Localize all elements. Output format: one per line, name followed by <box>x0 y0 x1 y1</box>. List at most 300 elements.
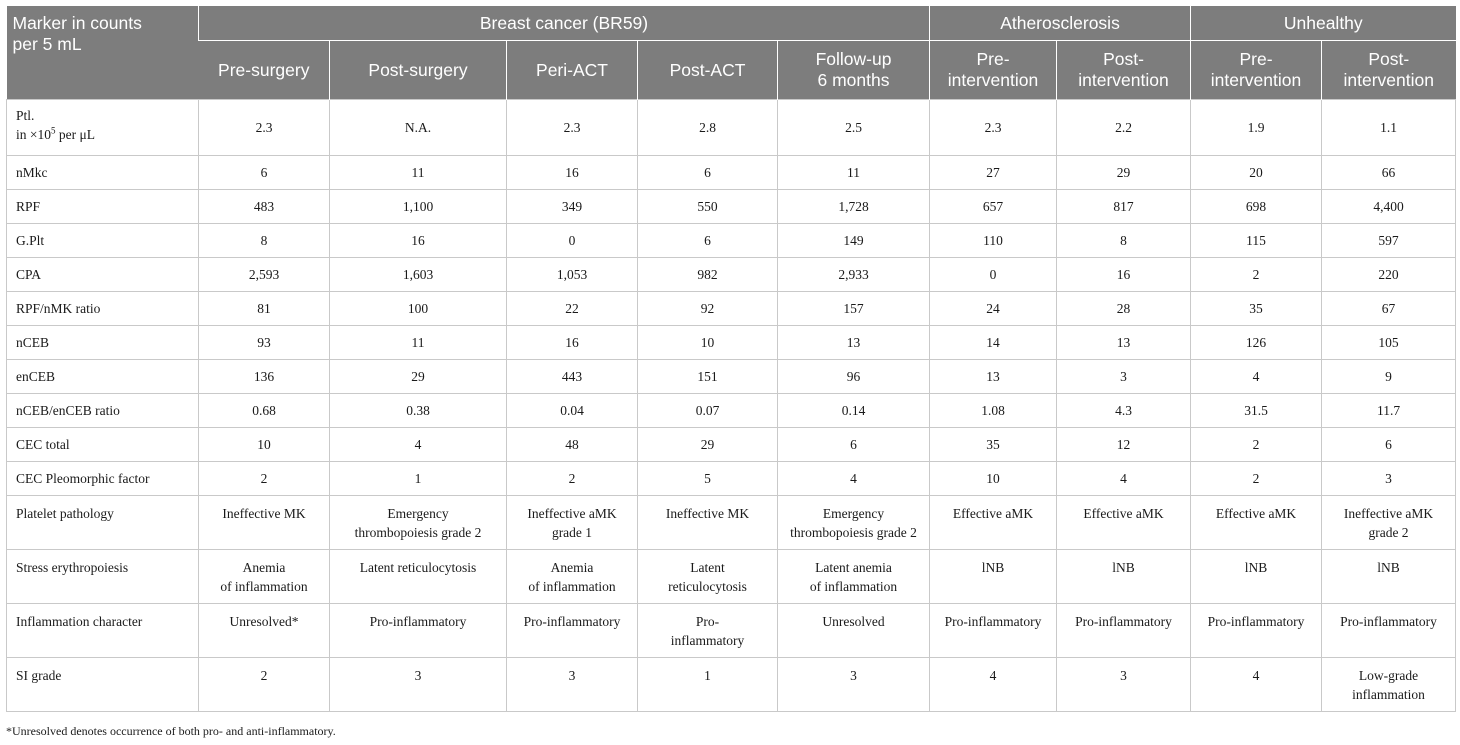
table-cell <box>778 428 930 462</box>
cell-text: 8 <box>260 233 268 248</box>
table-row <box>7 462 1456 496</box>
cell-text: 22 <box>565 301 579 316</box>
table-cell <box>778 604 930 658</box>
row-label-text: G.Plt <box>16 233 45 248</box>
table-cell <box>930 428 1057 462</box>
cell-text: 9 <box>1385 369 1392 384</box>
column-header <box>778 41 930 100</box>
table-cell <box>1191 462 1322 496</box>
cell-text: 16 <box>565 335 579 350</box>
column-header <box>1191 41 1322 100</box>
table-row <box>7 190 1456 224</box>
table-cell <box>330 326 507 360</box>
table-cell <box>638 550 778 604</box>
table-row <box>7 658 1456 712</box>
row-label-text: CEC total <box>16 437 70 452</box>
cell-text: 0.04 <box>560 403 584 418</box>
table-cell <box>199 658 330 712</box>
table-cell <box>1057 258 1191 292</box>
table-cell <box>330 190 507 224</box>
row-label <box>7 550 199 604</box>
table-cell <box>638 658 778 712</box>
table-cell <box>330 496 507 550</box>
table-cell <box>930 462 1057 496</box>
cell-text: 2.3 <box>563 120 581 135</box>
table-cell <box>199 360 330 394</box>
cell-text: 2 <box>1252 437 1260 452</box>
cell-text: 35 <box>986 437 1000 452</box>
table-cell <box>1322 258 1456 292</box>
cell-text: 110 <box>983 233 1003 248</box>
table-cell <box>638 258 778 292</box>
table-cell <box>638 394 778 428</box>
column-header-line: Post- <box>1103 49 1144 69</box>
table-row <box>7 224 1456 258</box>
cell-text: 20 <box>1249 165 1263 180</box>
column-header <box>330 41 507 100</box>
row-label-unit <box>16 125 194 144</box>
cell-text: 24 <box>986 301 1000 316</box>
table-cell <box>330 224 507 258</box>
table-cell <box>1322 658 1456 712</box>
cell-text: 2.8 <box>699 120 716 135</box>
cell-text: 10 <box>257 437 271 452</box>
table-cell <box>930 394 1057 428</box>
cell-text: inflammation <box>1352 687 1425 702</box>
cell-text: of inflammation <box>528 579 616 594</box>
cell-text: 3 <box>568 668 576 683</box>
table-cell <box>638 326 778 360</box>
row-label-text: nCEB <box>16 335 50 350</box>
table-cell <box>507 224 638 258</box>
cell-text: of inflammation <box>809 579 898 594</box>
cell-text: 4 <box>850 471 857 486</box>
table-cell <box>199 428 330 462</box>
cell-text: of inflammation <box>220 579 308 594</box>
column-header-line: Post-surgery <box>368 59 468 80</box>
cell-text: Pro-inflammatory <box>1075 614 1172 629</box>
cell-text: 11 <box>847 165 860 180</box>
cell-text: 2 <box>1252 267 1260 282</box>
table-cell <box>930 258 1057 292</box>
row-label-text: RPF/nMK ratio <box>16 301 101 316</box>
cell-text: 0.68 <box>252 403 276 418</box>
cell-text: Effective aMK <box>1083 506 1164 521</box>
row-label-text: nMkc <box>16 165 48 180</box>
table-row <box>7 604 1456 658</box>
table-cell <box>1057 326 1191 360</box>
table-cell <box>1191 258 1322 292</box>
table-cell <box>1322 326 1456 360</box>
table-cell <box>199 550 330 604</box>
cell-text: 698 <box>1245 199 1267 214</box>
table-cell <box>1191 360 1322 394</box>
cell-text: 11 <box>411 335 425 350</box>
row-label <box>7 658 199 712</box>
cell-text: 1.08 <box>981 403 1005 418</box>
cell-text: 105 <box>1378 335 1399 350</box>
row-label <box>7 428 199 462</box>
cell-text: Latent anemia <box>815 560 892 575</box>
table-cell <box>638 428 778 462</box>
table-cell <box>199 394 330 428</box>
table-cell <box>638 496 778 550</box>
column-header <box>199 41 330 100</box>
column-header-line: intervention <box>1343 70 1434 90</box>
row-label-text: CEC Pleomorphic factor <box>16 471 150 486</box>
table-cell <box>507 550 638 604</box>
row-label-text: CPA <box>16 267 42 282</box>
table-cell <box>199 224 330 258</box>
table-cell <box>638 156 778 190</box>
cell-text: 817 <box>1113 199 1134 214</box>
table-cell <box>507 496 638 550</box>
table-cell <box>1191 496 1322 550</box>
table-cell <box>778 190 930 224</box>
row-label-text: SI grade <box>16 668 62 683</box>
cell-text: 2.3 <box>255 120 273 135</box>
table-cell <box>330 360 507 394</box>
cell-text: 1 <box>414 471 422 486</box>
cell-text: 1,053 <box>556 267 588 282</box>
column-header <box>1322 41 1456 100</box>
row-label-text: Ptl. <box>16 108 35 123</box>
cell-text: 349 <box>561 199 583 214</box>
cell-text: 657 <box>982 199 1004 214</box>
table-cell <box>507 462 638 496</box>
table-cell <box>199 292 330 326</box>
table-cell <box>199 326 330 360</box>
cell-text: Anemia <box>242 560 286 575</box>
table-cell <box>507 100 638 156</box>
cell-text: 2 <box>260 668 268 683</box>
table-cell <box>638 360 778 394</box>
cell-text: 136 <box>253 369 275 384</box>
cell-text: grade 1 <box>551 525 593 540</box>
cell-text: 29 <box>411 369 425 384</box>
cell-text: 4 <box>1120 471 1127 486</box>
table-cell <box>1322 550 1456 604</box>
cell-text: Latent reticulocytosis <box>359 560 477 575</box>
table-cell <box>330 100 507 156</box>
cell-text: 0.07 <box>695 403 720 418</box>
table-cell <box>330 550 507 604</box>
table-cell <box>1191 326 1322 360</box>
table-cell <box>507 604 638 658</box>
table-cell <box>1322 360 1456 394</box>
cell-text: 13 <box>1116 335 1131 350</box>
cell-text: 13 <box>846 335 861 350</box>
cell-text: 29 <box>700 437 715 452</box>
table-cell <box>507 326 638 360</box>
table-cell <box>1191 428 1322 462</box>
table-cell <box>930 190 1057 224</box>
table-cell <box>638 100 778 156</box>
cell-text: lNB <box>1112 560 1135 575</box>
cell-text: Latent <box>690 560 725 575</box>
cell-text: 3 <box>414 668 422 683</box>
row-label <box>7 258 199 292</box>
cell-text: 3 <box>1120 668 1127 683</box>
group-header-breast-cancer: Breast cancer (BR59) <box>199 6 930 41</box>
table-cell <box>778 462 930 496</box>
table-cell <box>1057 428 1191 462</box>
table-cell <box>330 604 507 658</box>
cell-text: Ineffective aMK <box>527 506 617 521</box>
table-row <box>7 258 1456 292</box>
cell-text: reticulocytosis <box>668 579 747 594</box>
cell-text: Pro- <box>695 614 720 629</box>
cell-text: 149 <box>843 233 864 248</box>
corner-header-line1: Marker in counts <box>12 13 142 33</box>
cell-text: Emergency <box>822 506 885 521</box>
table-cell <box>778 326 930 360</box>
cell-text: 16 <box>565 165 579 180</box>
table-row <box>7 326 1456 360</box>
cell-text: Ineffective aMK <box>1343 506 1434 521</box>
table-cell <box>1057 658 1191 712</box>
cell-text: 4.3 <box>1115 403 1132 418</box>
table-cell <box>330 258 507 292</box>
cell-text: Unresolved <box>822 614 885 629</box>
cell-text: 1,728 <box>838 199 869 214</box>
cell-text: 66 <box>1381 165 1396 180</box>
cell-text: 2 <box>568 471 576 486</box>
table-cell <box>638 604 778 658</box>
cell-text: 6 <box>260 165 268 180</box>
column-header <box>638 41 778 100</box>
row-label-text: Inflammation character <box>16 614 143 629</box>
cell-text: 1.1 <box>1380 120 1397 135</box>
cell-text: Effective aMK <box>1215 506 1297 521</box>
table-cell <box>638 292 778 326</box>
table-cell <box>930 360 1057 394</box>
table-cell <box>1057 394 1191 428</box>
cell-text: thrombopoiesis grade 2 <box>354 525 482 540</box>
cell-text: 1.9 <box>1247 120 1265 135</box>
table-cell <box>1057 360 1191 394</box>
cell-text: lNB <box>1244 560 1268 575</box>
table-cell <box>199 604 330 658</box>
row-label-text: RPF <box>16 199 41 214</box>
cell-text: 2,593 <box>248 267 280 282</box>
cell-text: 3 <box>850 668 857 683</box>
table-cell <box>778 100 930 156</box>
cell-text: 2.2 <box>1115 120 1132 135</box>
column-header-line: intervention <box>947 70 1039 90</box>
table-cell <box>330 156 507 190</box>
cell-text: 16 <box>1116 267 1131 282</box>
table-cell <box>930 550 1057 604</box>
table-cell <box>1057 550 1191 604</box>
corner-header <box>7 6 199 100</box>
table-cell <box>1057 604 1191 658</box>
table-cell <box>1322 604 1456 658</box>
table-cell <box>1191 100 1322 156</box>
row-label <box>7 604 199 658</box>
row-label <box>7 360 199 394</box>
cell-text: 2.3 <box>984 120 1002 135</box>
table-cell <box>1322 156 1456 190</box>
cell-text: Emergency <box>387 506 449 521</box>
cell-text: Pro-inflammatory <box>523 614 621 629</box>
table-cell <box>330 658 507 712</box>
unit-text: per μL <box>55 127 95 142</box>
cell-text: 10 <box>986 471 1000 486</box>
table-row <box>7 394 1456 428</box>
cell-text: 3 <box>1385 471 1392 486</box>
column-header-line: Follow-up <box>815 49 892 69</box>
row-label <box>7 496 199 550</box>
cell-text: 6 <box>704 165 711 180</box>
table-cell <box>199 462 330 496</box>
cell-text: Anemia <box>550 560 594 575</box>
table-cell <box>1057 292 1191 326</box>
table-cell <box>930 658 1057 712</box>
column-header-line: Peri-ACT <box>536 59 608 80</box>
table-cell <box>930 100 1057 156</box>
cell-text: 92 <box>700 301 715 316</box>
table-cell <box>930 292 1057 326</box>
table-cell <box>507 190 638 224</box>
cell-text: 5 <box>704 471 711 486</box>
cell-text: 13 <box>986 369 1000 384</box>
cell-text: thrombopoiesis grade 2 <box>790 525 917 540</box>
cell-text: 982 <box>697 267 718 282</box>
table-cell <box>507 428 638 462</box>
table-cell <box>1057 190 1191 224</box>
cell-text: 115 <box>1246 233 1266 248</box>
row-label <box>7 326 199 360</box>
cell-text: 35 <box>1249 301 1263 316</box>
cell-text: 220 <box>1378 267 1399 282</box>
cell-text: 2,933 <box>838 267 869 282</box>
table-cell <box>1057 156 1191 190</box>
table-cell <box>330 428 507 462</box>
table-cell <box>778 292 930 326</box>
table-cell <box>778 258 930 292</box>
table-cell <box>330 394 507 428</box>
table-cell <box>1057 224 1191 258</box>
row-label <box>7 292 199 326</box>
table-cell <box>778 224 930 258</box>
table-cell <box>1191 292 1322 326</box>
table-cell <box>930 604 1057 658</box>
table-cell <box>199 496 330 550</box>
table-cell <box>507 156 638 190</box>
cell-text: 4 <box>414 437 422 452</box>
table-cell <box>778 394 930 428</box>
cell-text: 1,603 <box>402 267 434 282</box>
table-cell <box>778 658 930 712</box>
cell-text: 14 <box>986 335 1000 350</box>
marker-table <box>6 6 1456 712</box>
cell-text: 16 <box>411 233 425 248</box>
cell-text: 11.7 <box>1376 403 1401 418</box>
cell-text: 8 <box>1120 233 1127 248</box>
cell-text: Pro-inflammatory <box>1340 614 1437 629</box>
cell-text: 67 <box>1381 301 1396 316</box>
cell-text: 10 <box>700 335 715 350</box>
cell-text: Pro-inflammatory <box>944 614 1042 629</box>
table-cell <box>1322 394 1456 428</box>
column-header-line: intervention <box>1210 70 1302 90</box>
table-cell <box>199 258 330 292</box>
table-cell <box>1191 394 1322 428</box>
table-cell <box>1322 100 1456 156</box>
cell-text: 6 <box>1385 437 1392 452</box>
column-header-line: 6 months <box>817 70 890 90</box>
table-cell <box>638 224 778 258</box>
cell-text: 4,400 <box>1373 199 1404 214</box>
cell-text: Pro-inflammatory <box>369 614 467 629</box>
cell-text: 100 <box>407 301 429 316</box>
column-header <box>930 41 1057 100</box>
table-cell <box>1057 462 1191 496</box>
cell-text: 2 <box>260 471 268 486</box>
cell-text: Ineffective MK <box>222 506 306 521</box>
table-cell <box>778 550 930 604</box>
table-header <box>7 6 1456 100</box>
table-row <box>7 550 1456 604</box>
table-body <box>7 100 1456 712</box>
table-footnote: *Unresolved denotes occurrence of both pro- and anti-inflammatory. <box>6 724 336 738</box>
cell-text: 0.14 <box>841 403 866 418</box>
row-label <box>7 156 199 190</box>
cell-text: Pro-inflammatory <box>1207 614 1305 629</box>
table-cell <box>778 156 930 190</box>
table-cell <box>930 224 1057 258</box>
table-cell <box>930 326 1057 360</box>
group-header-unhealthy: Unhealthy <box>1191 6 1456 41</box>
cell-text: 443 <box>561 369 583 384</box>
cell-text: 28 <box>1116 301 1131 316</box>
column-header-line: Pre- <box>976 49 1010 69</box>
column-header-line: Pre-surgery <box>218 59 310 80</box>
cell-text: 31.5 <box>1244 403 1268 418</box>
cell-text: inflammatory <box>670 633 745 648</box>
row-label <box>7 394 199 428</box>
cell-text: 597 <box>1378 233 1399 248</box>
table-cell <box>1191 550 1322 604</box>
column-header-line: Post-ACT <box>669 59 746 80</box>
cell-text: Ineffective MK <box>665 506 750 521</box>
table-cell <box>1191 658 1322 712</box>
table-cell <box>199 156 330 190</box>
table-cell <box>1191 156 1322 190</box>
cell-text: 0 <box>568 233 576 248</box>
cell-text: grade 2 <box>1368 525 1409 540</box>
cell-text: 27 <box>986 165 1000 180</box>
table-row <box>7 496 1456 550</box>
table-cell <box>507 394 638 428</box>
unit-text: in ×10 <box>16 127 51 142</box>
table-cell <box>507 658 638 712</box>
cell-text: 1,100 <box>402 199 434 214</box>
row-label <box>7 190 199 224</box>
table-cell <box>1322 496 1456 550</box>
cell-text: lNB <box>1377 560 1400 575</box>
table-cell <box>330 292 507 326</box>
table-row <box>7 100 1456 156</box>
cell-text: Effective aMK <box>952 506 1034 521</box>
table-row <box>7 156 1456 190</box>
corner-header-line2: per 5 mL <box>12 34 82 54</box>
cell-text: 96 <box>846 369 861 384</box>
row-label-text: Platelet pathology <box>16 506 114 521</box>
table-cell <box>199 100 330 156</box>
cell-text: 2.5 <box>845 120 862 135</box>
